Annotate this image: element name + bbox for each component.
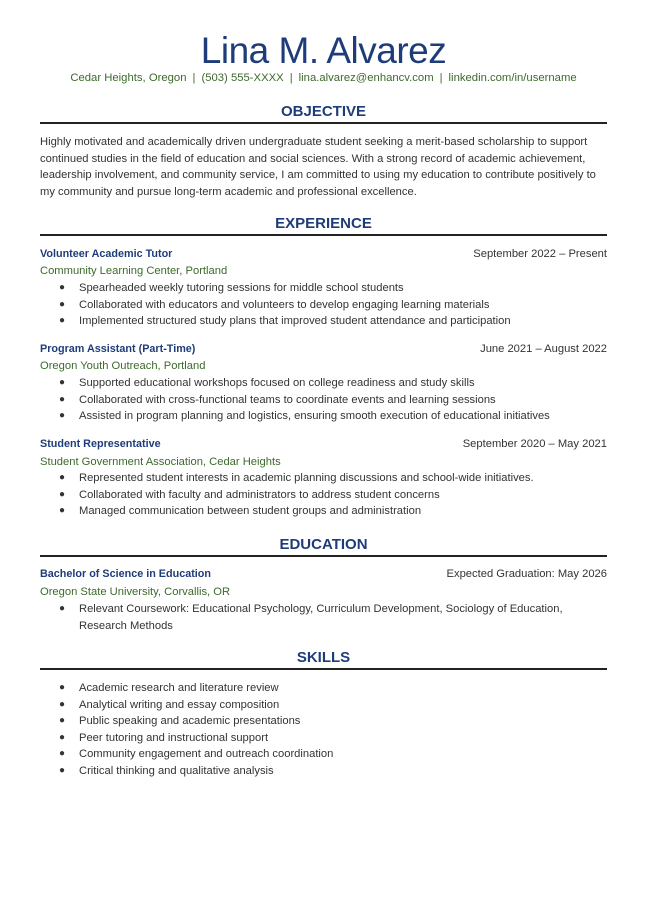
job-bullets [40,280,607,330]
bullet-icon: ● [59,315,66,326]
list-item: ● Represented student interests in academic planning discussions and school-wide initiatives. [40,470,607,487]
section-title-skills: SKILLS [296,649,351,666]
job-title: Student Representative [40,438,161,450]
list-item: ● Community engagement and outreach coordination [40,746,607,763]
job-title: Volunteer Academic Tutor [40,248,173,260]
bullet-icon: ● [59,488,66,500]
degree-title: Bachelor of Science in Education [40,568,211,580]
list-item: ● Collaborated with cross-functional teams to coordinate events and learning sessions [40,392,607,409]
bullet-icon: ● [59,698,66,710]
list-item: ● Assisted in program planning and logistics, ensuring smooth execution of educational initiatives [40,408,607,425]
list-item: ● Managed communication between student groups and administration [40,503,607,520]
job-organization: Community Learning Center, Portland [40,265,228,277]
objective-text: Highly motivated and academically driven undergraduate student seeking a merit-based scholarship to support continued studies in the field of education and social sciences. With a strong record of academic achievement, leadership involvement, and community service, I am committed to using my education to contribute positively to my community and pursue long-term academic and professional excellence. [40,136,596,198]
job-organization: Student Government Association, Cedar Heights [40,456,281,468]
job-organization: Oregon Youth Outreach, Portland [40,360,206,372]
separator: | [289,72,293,84]
bullet-icon: ● [59,603,66,614]
bullet-icon: ● [59,472,66,483]
list-item: ● Supported educational workshops focused on college readiness and study skills [40,375,607,392]
list-item: ● Public speaking and academic presentations [40,713,607,730]
section-divider [40,234,607,236]
bullet-icon: ● [59,731,66,743]
section-title-objective: OBJECTIVE [280,103,367,120]
list-item: ● Academic research and literature review [40,680,607,697]
list-item: ● Implemented structured study plans that improved student attendance and participation [40,313,607,330]
section-divider [40,668,607,670]
bullet-icon: ● [59,748,66,759]
bullet-icon: ● [59,377,66,388]
section-divider [40,122,607,124]
contact-phone: (503) 555-XXXX [201,72,284,84]
list-item: ● Relevant Coursework: Educational Psychology, Curriculum Development, Sociology of Education, Research Methods [59,603,563,632]
job-title: Program Assistant (Part-Time) [40,343,196,355]
list-item: ● Analytical writing and essay composition [40,697,607,714]
list-item: ● Collaborated with faculty and administrators to address student concerns [40,487,607,504]
job-dates: September 2020 – May 2021 [462,438,607,450]
list-item: ● Peer tutoring and instructional support [40,730,607,747]
job-dates: June 2021 – August 2022 [480,343,607,355]
contact-email-link[interactable]: lina.alvarez@enhancv.com [298,72,434,84]
bullet-icon: ● [59,410,66,421]
contact-line [40,71,607,85]
experience-entry-header [40,247,607,262]
section-title-experience: EXPERIENCE [275,215,372,232]
bullet-icon: ● [59,298,66,310]
candidate-name: Lina M. Alvarez [200,30,447,71]
separator: | [192,72,196,84]
separator: | [439,72,443,84]
bullet-icon: ● [59,282,66,293]
list-item: ● Spearheaded weekly tutoring sessions for middle school students [40,280,607,297]
contact-location: Cedar Heights, Oregon [70,72,187,84]
experience-entry-header [40,437,607,452]
section-divider [40,555,607,557]
experience-entry-header [40,342,607,357]
school-name: Oregon State University, Corvallis, OR [40,586,231,598]
bullet-icon: ● [59,682,66,693]
job-bullets [40,470,607,520]
bullet-icon: ● [59,393,66,405]
job-dates: September 2022 – Present [473,248,607,260]
list-item: ● Collaborated with educators and volunteers to develop engaging learning materials [40,297,607,314]
job-bullets [40,375,607,425]
education-entry-header [40,567,607,582]
contact-linkedin-link[interactable]: linkedin.com/in/username [448,72,577,84]
list-item: ● Critical thinking and qualitative analysis [40,763,607,780]
bullet-icon: ● [59,505,66,516]
graduation-date: Expected Graduation: May 2026 [446,568,607,580]
bullet-icon: ● [59,764,66,776]
skills-list [40,680,607,779]
bullet-icon: ● [59,715,66,726]
education-bullets [40,601,607,634]
section-title-education: EDUCATION [279,536,368,553]
